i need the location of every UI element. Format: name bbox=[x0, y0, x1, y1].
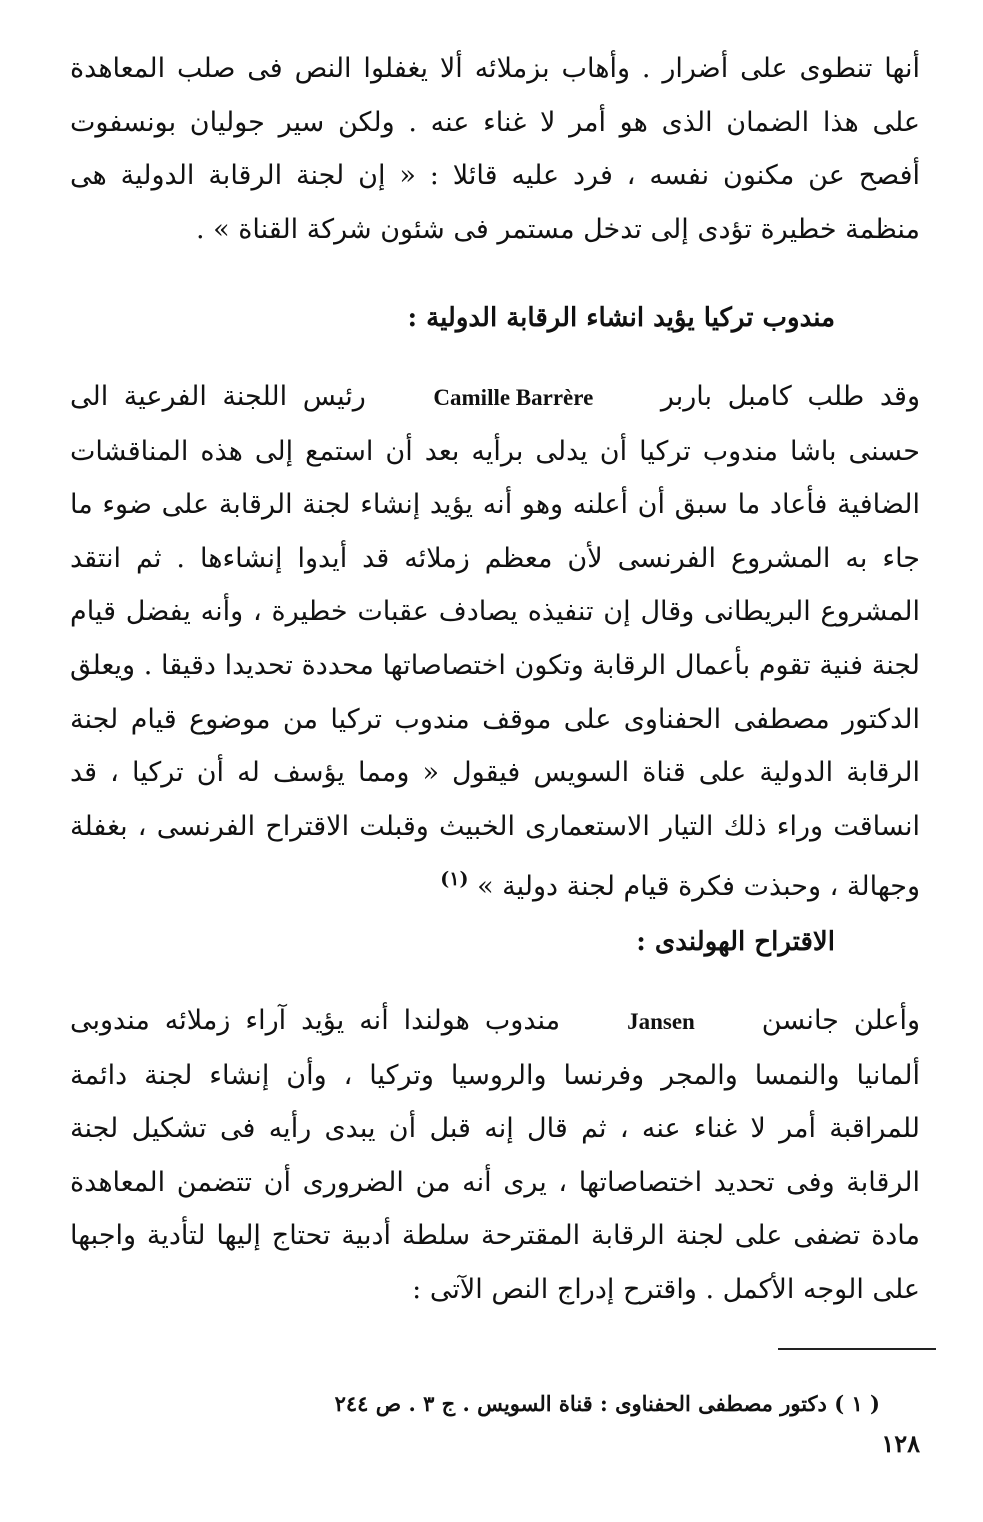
paragraph-1-text: أنها تنطوى على أضرار . وأهاب بزملائه ألا يغفلوا النص فى صلب المعاهدة على هذا الضمان الذى هو أمر لا غناء عنه . ولكن سير جوليان بونسفوت أفصح عن مكنون نفسه ، فرد عليه قائلا : « إن لجنة الرقابة الدولية هى منظمة خطيرة تؤدى إلى تدخل مستمر فى شئون شركة القناة » . bbox=[70, 53, 920, 245]
paragraph-3-lead: وأعلن جانسن bbox=[761, 1005, 920, 1036]
page-number: ١٢٨ bbox=[881, 1429, 920, 1458]
paragraph-opening bbox=[70, 42, 920, 256]
section-heading-turkey: مندوب تركيا يؤيد انشاء الرقابة الدولية : bbox=[407, 303, 835, 333]
paragraph-3-text: مندوب هولندا أنه يؤيد آراء زملائه مندوبى ألمانيا والنمسا والمجر وفرنسا والروسيا وتركيا ، وأن إنشاء لجنة دائمة للمراقبة أمر لا غناء عنه ، ثم قال إنه قبل أن يبدى رأيه فى تشكيل لجنة الرقابة وفى تحديد اختصاصاتها ، يرى أنه من الضرورى أن تتضمن المعاهدة مادة تضفى على لجنة الرقابة المقترحة سلطة أدبية تحتاج إليها لتأدية واجبها على الوجه الأكمل . واقترح إدراج النص الآتى : bbox=[70, 1005, 920, 1305]
latin-name-jansen: Jansen bbox=[627, 1009, 695, 1034]
paragraph-2-lead: وقد طلب كامبل باربر bbox=[660, 381, 920, 412]
section-heading-dutch-proposal: الاقتراح الهولندى : bbox=[636, 927, 835, 957]
paragraph-3-body bbox=[70, 994, 920, 1317]
footnote-reference: (١) bbox=[440, 868, 469, 891]
paragraph-turkey bbox=[70, 370, 920, 914]
paragraph-dutch bbox=[70, 994, 920, 1317]
paragraph-2-body bbox=[70, 370, 920, 914]
footnote-divider bbox=[778, 1348, 936, 1350]
footnote: ( ١ ) دكتور مصطفى الحفناوى : قناة السويس . ج ٣ . ص ٢٤٤ bbox=[334, 1391, 880, 1416]
latin-name-barrere: Camille Barrère bbox=[433, 385, 594, 410]
paragraph-2-text: رئيس اللجنة الفرعية الى حسنى باشا مندوب تركيا أن يدلى برأيه بعد أن استمع إلى هذه المناقشات الضافية فأعاد ما سبق أن أعلنه وهو أنه يؤيد إنشاء لجنة الرقابة على ضوء ما جاء به المشروع الفرنسى لأن معظم زملائه قد أيدوا إنشاءها . ثم انتقد المشروع البريطانى وقال إن تنفيذه يصادف عقبات خطيرة ، وأنه يفضل قيام لجنة فنية تقوم بأعمال الرقابة وتكون اختصاصاتها محددة تحديدا دقيقا . ويعلق الدكتور مصطفى الحفناوى على موقف مندوب تركيا من موضوع قيام لجنة الرقابة الدولية على قناة السويس فيقول « ومما يؤسف له أن تركيا ، قد انساقت وراء ذلك التيار الاستعمارى الخبيث وقبلت الاقتراح الفرنسى ، بغفلة وجهالة ، وحبذت فكرة قيام لجنة دولية » bbox=[70, 381, 920, 903]
